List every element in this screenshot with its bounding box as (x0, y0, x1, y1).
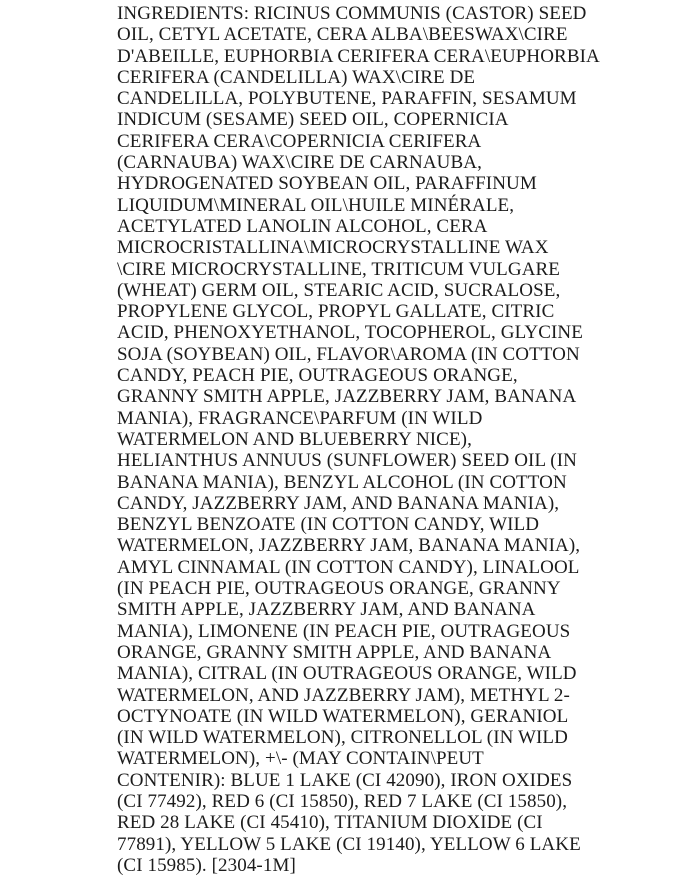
ingredients-line: WATERMELON), +\- (MAY CONTAIN\PEUT (117, 748, 484, 770)
ingredients-line: (CARNAUBA) WAX\CIRE DE CARNAUBA, (117, 152, 482, 174)
ingredients-line: OIL, CETYL ACETATE, CERA ALBA\BEESWAX\CIRE (117, 24, 568, 46)
ingredients-line: (CI 15985). [2304-1M] (117, 854, 296, 876)
ingredients-line: MICROCRISTALLINA\MICROCRYSTALLINE WAX (117, 237, 549, 259)
ingredients-line: ORANGE, GRANNY SMITH APPLE, AND BANANA (117, 641, 552, 663)
ingredients-line: SMITH APPLE, JAZZBERRY JAM, AND BANANA (117, 599, 536, 621)
ingredients-line: 77891), YELLOW 5 LAKE (CI 19140), YELLOW 6 LAKE (117, 833, 581, 855)
ingredients-line: PROPYLENE GLYCOL, PROPYL GALLATE, CITRIC (117, 301, 555, 323)
ingredients-line: INGREDIENTS: RICINUS COMMUNIS (CASTOR) SEED (117, 3, 587, 24)
ingredients-line: ACETYLATED LANOLIN ALCOHOL, CERA (117, 215, 488, 237)
ingredients-line: WATERMELON AND BLUEBERRY NICE), (117, 428, 472, 450)
ingredients-line: CANDY, JAZZBERRY JAM, AND BANANA MANIA), (117, 492, 560, 514)
ingredients-line: OCTYNOATE (IN WILD WATERMELON), GERANIOL (117, 705, 569, 727)
ingredients-line: HYDROGENATED SOYBEAN OIL, PARAFFINUM (117, 173, 537, 195)
ingredients-line: RED 28 LAKE (CI 45410), TITANIUM DIOXIDE (CI (117, 812, 543, 834)
ingredients-text-block (117, 3, 600, 876)
ingredients-line: CANDY, PEACH PIE, OUTRAGEOUS ORANGE, (117, 365, 518, 387)
ingredients-line: AMYL CINNAMAL (IN COTTON CANDY), LINALOOL (117, 556, 580, 578)
ingredients-line: MANIA), LIMONENE (IN PEACH PIE, OUTRAGEOUS (117, 620, 571, 642)
ingredients-line: ACID, PHENOXYETHANOL, TOCOPHEROL, GLYCINE (117, 322, 583, 344)
ingredients-line: BANANA MANIA), BENZYL ALCOHOL (IN COTTON (117, 471, 567, 493)
ingredients-line: CONTENIR): BLUE 1 LAKE (CI 42090), IRON OXIDES (117, 769, 573, 791)
ingredients-line: (IN PEACH PIE, OUTRAGEOUS ORANGE, GRANNY (117, 578, 561, 600)
ingredients-line: GRANNY SMITH APPLE, JAZZBERRY JAM, BANANA (117, 386, 577, 408)
ingredients-line: BENZYL BENZOATE (IN COTTON CANDY, WILD (117, 514, 540, 536)
ingredients-line: SOJA (SOYBEAN) OIL, FLAVOR\AROMA (IN COTTON (117, 343, 580, 365)
ingredients-line: INDICUM (SESAME) SEED OIL, COPERNICIA (117, 109, 509, 131)
ingredients-line: CERIFERA CERA\COPERNICIA CERIFERA (117, 130, 482, 152)
ingredients-line: WATERMELON, AND JAZZBERRY JAM), METHYL 2- (117, 684, 570, 706)
ingredients-line: \CIRE MICROCRYSTALLINE, TRITICUM VULGARE (117, 258, 561, 280)
ingredients-line: (IN WILD WATERMELON), CITRONELLOL (IN WILD (117, 727, 568, 749)
ingredients-line: HELIANTHUS ANNUUS (SUNFLOWER) SEED OIL (IN (117, 450, 577, 472)
ingredients-line: MANIA), CITRAL (IN OUTRAGEOUS ORANGE, WILD (117, 663, 577, 685)
ingredients-line: CANDELILLA, POLYBUTENE, PARAFFIN, SESAMUM (117, 88, 577, 110)
ingredients-line: (CI 77492), RED 6 (CI 15850), RED 7 LAKE (CI 15850), (117, 790, 568, 812)
ingredients-line: LIQUIDUM\MINERAL OIL\HUILE MINÉRALE, (117, 194, 515, 216)
ingredients-line: (WHEAT) GERM OIL, STEARIC ACID, SUCRALOSE, (117, 279, 561, 301)
ingredients-line: MANIA), FRAGRANCE\PARFUM (IN WILD (117, 407, 483, 429)
ingredients-line: CERIFERA (CANDELILLA) WAX\CIRE DE (117, 66, 476, 88)
ingredients-line: D'ABEILLE, EUPHORBIA CERIFERA CERA\EUPHORBIA (117, 45, 600, 67)
ingredients-line: WATERMELON, JAZZBERRY JAM, BANANA MANIA), (117, 535, 581, 557)
